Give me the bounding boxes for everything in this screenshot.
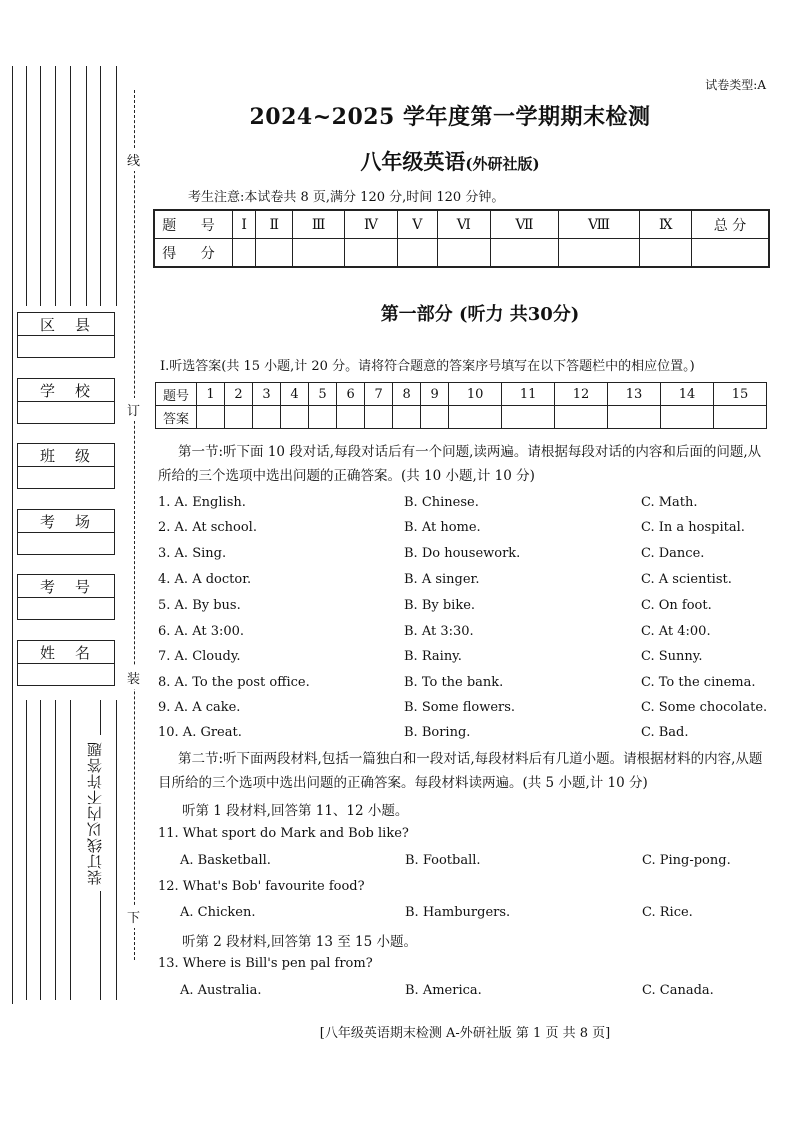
mount-char: 装	[127, 666, 140, 689]
lower-char: 下	[127, 905, 140, 928]
answer-number: 1	[197, 383, 225, 406]
answer-cell[interactable]	[365, 406, 393, 429]
score-col: Ⅰ	[233, 210, 256, 239]
subject-title	[190, 146, 710, 176]
answer-number: 13	[608, 383, 661, 406]
answer-cell[interactable]	[253, 406, 281, 429]
score-row1-label: 题 号	[154, 210, 233, 239]
question-8-option-b: B. To the bank.	[404, 675, 504, 690]
question-12-stem: 12. What's Bob' favourite food?	[158, 879, 365, 894]
question-2-option-a: 2. A. At school.	[158, 520, 257, 535]
exam-number-label: 考号	[18, 575, 114, 598]
score-col: Ⅲ	[293, 210, 344, 239]
question-2-option-c: C. In a hospital.	[641, 520, 745, 535]
question-13-option-b: B. America.	[405, 983, 482, 998]
answer-cell[interactable]	[555, 406, 608, 429]
question-9-option-b: B. Some flowers.	[404, 700, 516, 715]
answer-number: 4	[281, 383, 309, 406]
question-12-option-b: B. Hamburgers.	[405, 905, 511, 920]
exam-number-field[interactable]	[17, 574, 115, 620]
school-label: 学校	[18, 379, 114, 402]
answer-cell[interactable]	[608, 406, 661, 429]
district-field[interactable]	[17, 312, 115, 358]
answer-number: 10	[449, 383, 502, 406]
question-3-option-c: C. Dance.	[641, 546, 705, 561]
material-2-note: 听第 2 段材料,回答第 13 至 15 小题。	[182, 934, 417, 950]
page-footer: [八年级英语期末检测 A-外研社版 第 1 页 共 8 页]	[319, 1026, 611, 1041]
question-6-option-b: B. At 3:30.	[404, 624, 474, 639]
score-col: Ⅱ	[256, 210, 293, 239]
answer-number: 3	[253, 383, 281, 406]
part-title: 第一部分 (听力 共30分)	[380, 304, 580, 325]
answer-number: 7	[365, 383, 393, 406]
answer-number: 9	[421, 383, 449, 406]
answer-cell[interactable]	[337, 406, 365, 429]
question-5-option-a: 5. A. By bus.	[158, 598, 241, 613]
question-13-option-c: C. Canada.	[642, 983, 714, 998]
answer-row2-label: 答案	[156, 406, 197, 429]
question-6-option-a: 6. A. At 3:00.	[158, 624, 245, 639]
answer-cell[interactable]	[713, 406, 766, 429]
score-cell[interactable]	[692, 239, 770, 268]
exam-room-field[interactable]	[17, 509, 115, 555]
question-11-option-a: A. Basketball.	[180, 853, 271, 868]
score-cell[interactable]	[398, 239, 437, 268]
question-12-option-c: C. Rice.	[642, 905, 693, 920]
score-cell[interactable]	[437, 239, 491, 268]
score-header-row	[154, 210, 769, 239]
name-field[interactable]	[17, 640, 115, 686]
question-3-option-a: 3. A. Sing.	[158, 546, 227, 561]
score-col: Ⅳ	[344, 210, 397, 239]
question-7-option-b: B. Rainy.	[404, 649, 462, 664]
question-11-option-c: C. Ping-pong.	[642, 853, 731, 868]
question-8-option-a: 8. A. To the post office.	[158, 675, 310, 690]
score-cell[interactable]	[256, 239, 293, 268]
section1-intro: 第一节:听下面 10 段对话,每段对话后有一个问题,读两遍。请根据每段对话的内容和后面的问题,从所给的三个选项中选出问题的正确答案。(共 10 小题,计 10 分)	[158, 444, 762, 484]
question-1-option-c: C. Math.	[641, 495, 698, 510]
question-7-option-c: C. Sunny.	[641, 649, 703, 664]
answer-cell[interactable]	[281, 406, 309, 429]
answer-number: 14	[661, 383, 714, 406]
answer-number: 2	[225, 383, 253, 406]
class-label: 班级	[18, 444, 114, 467]
question-9-option-c: C. Some chocolate.	[641, 700, 768, 715]
question-12-option-a: A. Chicken.	[180, 905, 256, 920]
score-col: Ⅴ	[398, 210, 437, 239]
question-4-option-c: C. A scientist.	[641, 572, 732, 587]
score-col: Ⅸ	[640, 210, 692, 239]
answer-cell[interactable]	[309, 406, 337, 429]
question-11-option-b: B. Football.	[405, 853, 481, 868]
paper-type: 试卷类型:A	[705, 78, 766, 92]
score-cell[interactable]	[344, 239, 397, 268]
exam-notice: 考生注意:本试卷共 8 页,满分 120 分,时间 120 分钟。	[188, 190, 505, 205]
name-label: 姓名	[18, 641, 114, 664]
question-6-option-c: C. At 4:00.	[641, 624, 711, 639]
question-9-option-a: 9. A. A cake.	[158, 700, 241, 715]
binding-note: 装订线以内不许答题	[84, 735, 105, 891]
answer-cell[interactable]	[661, 406, 714, 429]
score-col: Ⅵ	[437, 210, 491, 239]
answer-number-row	[156, 383, 767, 406]
question-10-option-b: B. Boring.	[404, 725, 471, 740]
answer-table	[155, 382, 767, 429]
subject-name: 八年级英语	[360, 149, 466, 174]
page-title: 2024~2025 学年度第一学期期末检测	[249, 104, 651, 130]
answer-cell[interactable]	[225, 406, 253, 429]
question-11-stem: 11. What sport do Mark and Bob like?	[158, 826, 409, 841]
answer-cell[interactable]	[502, 406, 555, 429]
answer-input-row	[156, 406, 767, 429]
question-3-option-b: B. Do housework.	[404, 546, 521, 561]
question-8-option-c: C. To the cinema.	[641, 675, 756, 690]
score-value-row	[154, 239, 769, 268]
score-cell[interactable]	[491, 239, 559, 268]
question-1-option-b: B. Chinese.	[404, 495, 479, 510]
question-5-option-c: C. On foot.	[641, 598, 712, 613]
exam-room-label: 考场	[18, 510, 114, 533]
score-cell[interactable]	[233, 239, 256, 268]
answer-row1-label: 题号	[156, 383, 197, 406]
binding-char: 订	[127, 398, 140, 421]
question-2-option-b: B. At home.	[404, 520, 481, 535]
edition-note: (外研社版)	[465, 155, 540, 173]
answer-number: 12	[555, 383, 608, 406]
material-1-note: 听第 1 段材料,回答第 11、12 小题。	[182, 803, 409, 819]
question-5-option-b: B. By bike.	[404, 598, 476, 613]
answer-cell[interactable]	[393, 406, 421, 429]
section1-instructions: Ⅰ.听选答案(共 15 小题,计 20 分。请将符合题意的答案序号填写在以下答题栏中的相应位置。)	[160, 359, 695, 374]
answer-number: 11	[502, 383, 555, 406]
answer-number: 6	[337, 383, 365, 406]
question-13-stem: 13. Where is Bill's pen pal from?	[158, 956, 373, 971]
score-table	[153, 209, 770, 268]
score-cell[interactable]	[293, 239, 344, 268]
question-4-option-b: B. A singer.	[404, 572, 480, 587]
score-cell[interactable]	[640, 239, 692, 268]
score-col: Ⅶ	[491, 210, 559, 239]
answer-number: 5	[309, 383, 337, 406]
question-4-option-a: 4. A. A doctor.	[158, 572, 252, 587]
score-cell[interactable]	[558, 239, 640, 268]
class-field[interactable]	[17, 443, 115, 489]
question-7-option-a: 7. A. Cloudy.	[158, 649, 241, 664]
question-10-option-c: C. Bad.	[641, 725, 689, 740]
question-10-option-a: 10. A. Great.	[158, 725, 242, 740]
score-col-total: 总 分	[692, 210, 770, 239]
question-1-option-a: 1. A. English.	[158, 495, 246, 510]
district-label: 区县	[18, 313, 114, 336]
answer-number: 15	[713, 383, 766, 406]
answer-number: 8	[393, 383, 421, 406]
answer-cell[interactable]	[421, 406, 449, 429]
school-field[interactable]	[17, 378, 115, 424]
score-col: Ⅷ	[558, 210, 640, 239]
line-char: 线	[127, 148, 140, 171]
answer-cell[interactable]	[197, 406, 225, 429]
score-row2-label: 得 分	[154, 239, 233, 268]
section2-intro: 第二节:听下面两段材料,包括一篇独白和一段对话,每段材料后有几道小题。请根据材料的内容,从题目所给的三个选项中选出问题的正确答案。每段材料读两遍。(共 5 小题,计 10 分)	[158, 751, 763, 791]
question-13-option-a: A. Australia.	[180, 983, 262, 998]
answer-cell[interactable]	[449, 406, 502, 429]
